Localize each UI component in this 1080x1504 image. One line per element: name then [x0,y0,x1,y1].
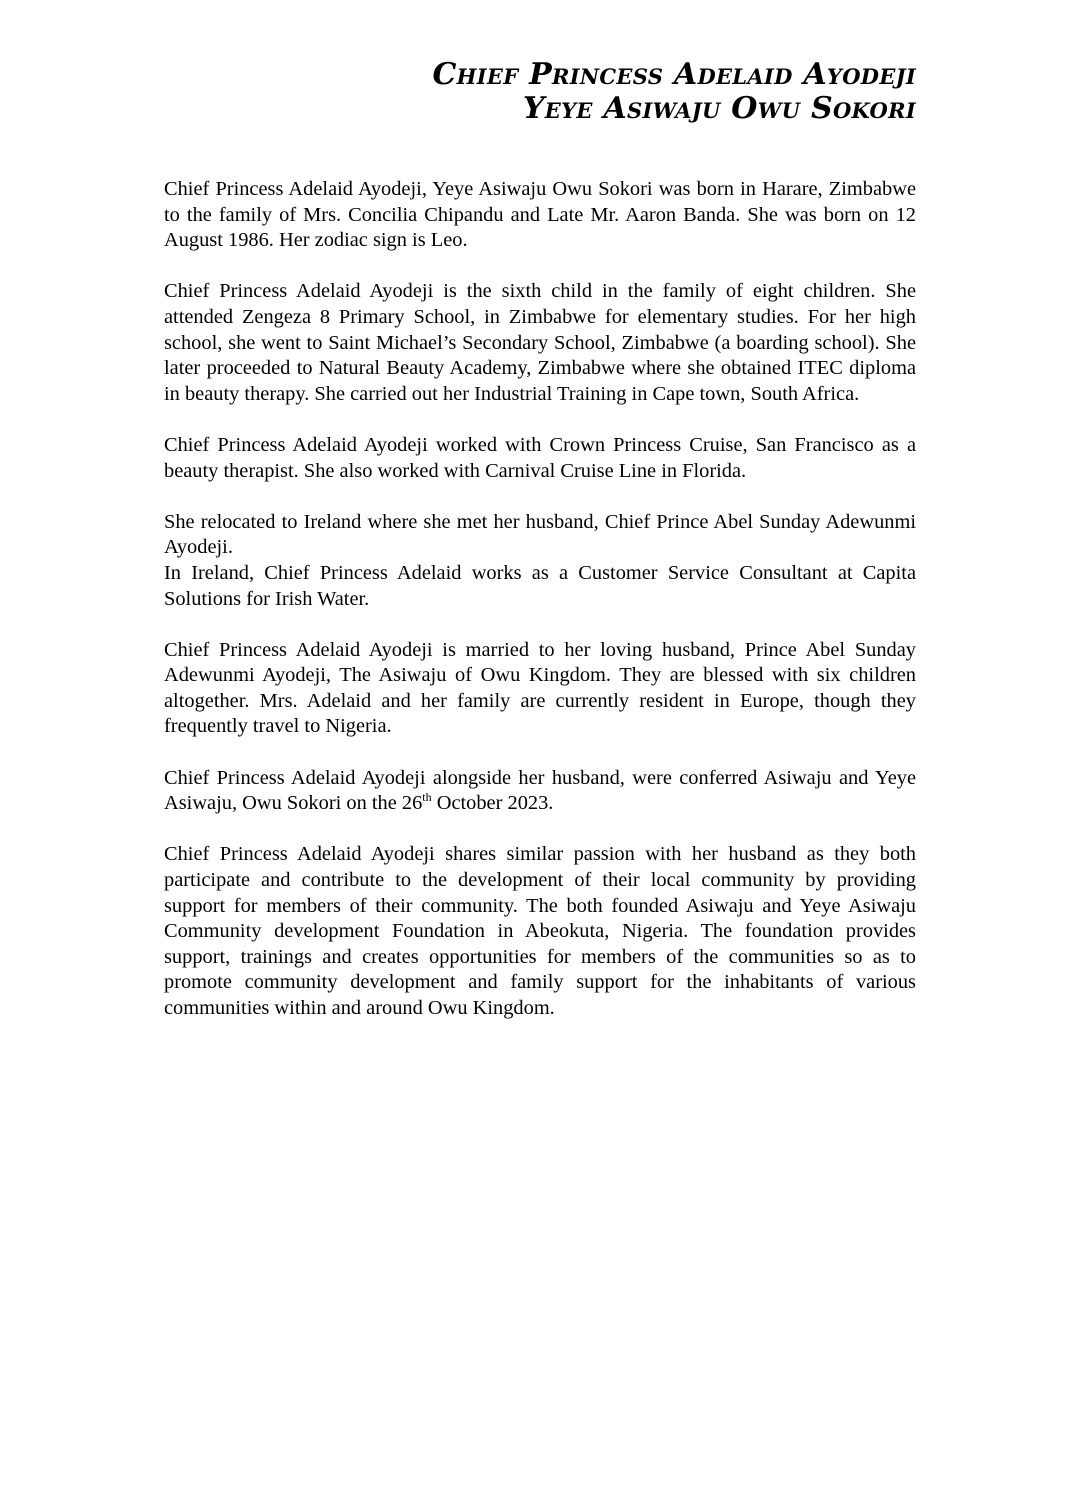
paragraph-career: Chief Princess Adelaid Ayodeji worked with Crown Princess Cruise, San Francisco as a beauty therapist. She also worked with Carnival Cruise Line in Florida. [164,433,916,482]
paragraph-foundation: Chief Princess Adelaid Ayodeji shares similar passion with her husband as they both participate and contribute to the development of their local community by providing support for members of their community. The both founded Asiwaju and Yeye Asiwaju Community development Foundation in Abeokuta, Nigeria. The foundation provides support, trainings and creates opportunities for members of the communities so as to promote community development and family support for the inhabitants of various communities within and around Owu Kingdom. [164,843,916,1019]
paragraph-relocation: She relocated to Ireland where she met her husband, Chief Prince Abel Sunday Adewunmi Ayodeji. [164,510,916,559]
ordinal-suffix: th [422,790,432,805]
paragraph-marriage: Chief Princess Adelaid Ayodeji is married to her loving husband, Prince Abel Sunday Adewunmi Ayodeji, The Asiwaju of Owu Kingdom. They are blessed with six children altogether. Mrs. Adelaid and her family are currently resident in Europe, though they frequently travel to Nigeria. [164,638,916,738]
document-title [432,58,916,126]
title-line-2: Yeye Asiwaju Owu Sokori [523,91,916,126]
paragraph-education: Chief Princess Adelaid Ayodeji is the sixth child in the family of eight children. She attended Zengeza 8 Primary School, in Zimbabwe for elementary studies. For her high school, she went to Saint Michael’s Secondary School, Zimbabwe (a boarding school). She later proceeded to Natural Beauty Academy, Zimbabwe where she obtained ITEC diploma in beauty therapy. She carried out her Industrial Training in Cape town, South Africa. [164,280,916,405]
document-body [164,177,916,1047]
paragraph-ireland-work: In Ireland, Chief Princess Adelaid works as a Customer Service Consultant at Capita Solutions for Irish Water. [164,561,916,610]
conferment-date-text: October 2023. [431,792,554,815]
title-line-1: Chief Princess Adelaid Ayodeji [432,57,916,92]
paragraph-birth: Chief Princess Adelaid Ayodeji, Yeye Asiwaju Owu Sokori was born in Harare, Zimbabwe to the family of Mrs. Concilia Chipandu and Late Mr. Aaron Banda. She was born on 12 August 1986. Her zodiac sign is Leo. [164,178,916,252]
conferment-text: Chief Princess Adelaid Ayodeji alongside her husband, were conferred Asiwaju and Yeye Asiwaju, Owu Sokori on the 26 [164,766,916,815]
paragraph-conferment [164,766,916,817]
